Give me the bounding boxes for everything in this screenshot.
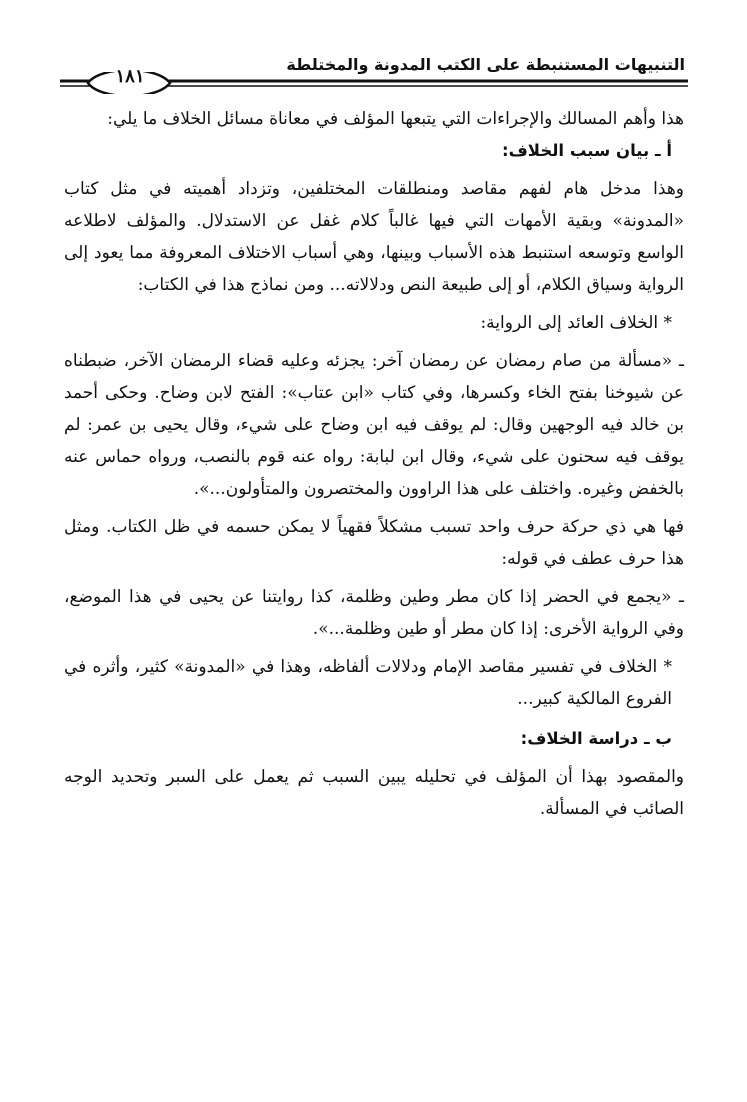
paragraph-study-of-dispute: والمقصود بهذا أن المؤلف في تحليله يبين السبب ثم يعمل على السبر وتحديد الوجه الصائب في المسألة. [64,767,684,819]
paragraph-cause-of-dispute: وهذا مدخل هام لفهم مقاصد ومنطلقات المختلفين، وتزداد أهميته في مثل كتاب «المدونة» وبقية الأمهات التي فيها غالباً كلام غفل عن الاستدلال. والمؤلف لاطلاعه الواسع وتوسعه استنبط هذه الأسباب وبينها، وهي أسباب الاختلاف المعروفة مما يعود إلى الرواية وسياق الكلام، أو إلى طبيعة النص ودلالاته... ومن نماذج هذا في الكتاب: [64,179,684,295]
body-text [64,103,684,825]
section-heading-a: أ ـ بيان سبب الخلاف: [502,141,672,160]
page-number: ١٨١ [115,66,145,87]
paragraph-single-letter: فها هي ذي حركة حرف واحد تسبب مشكلاً فقهياً لا يمكن حسمه في ظل الكتاب. ومثل هذا حرف عطف في قوله: [64,517,684,569]
section-heading-b: ب ـ دراسة الخلاف: [520,729,672,748]
intro-paragraph: هذا وأهم المسالك والإجراءات التي يتبعها المؤلف في معاناة مسائل الخلاف ما يلي: [107,109,684,129]
bullet-narration-dispute: * الخلاف العائد إلى الرواية: [480,313,672,333]
quote-combining-prayers: ـ «يجمع في الحضر إذا كان مطر وطين وظلمة، كذا روايتنا عن يحيى في هذا الموضع، وفي الرواية الأخرى: إذا كان مطر أو طين وظلمة...». [64,587,684,639]
quote-ramadan-issue: ـ «مسألة من صام رمضان عن رمضان آخر: يجزئه وعليه قضاء الرمضان الآخر، ضبطناه عن شيوخنا بفتح الخاء وكسرها، وفي كتاب «ابن عتاب»: الفتح لابن وضاح. وحكى أحمد بن خالد فيه الوجهين وقال: لم يوقف فيه ابن وضاح على شيء، وقال يحيى بن عمر: لم يوقف فيه سحنون على شيء، وقال ابن لبابة: رواه عنه قوم بالنصب، ورواه حماس عنه بالخفض وغيره. واختلف على هذا الراوون والمختصرون والمتأولون...». [64,351,684,499]
bullet-interpretation-dispute: * الخلاف في تفسير مقاصد الإمام ودلالات ألفاظه، وهذا في «المدونة» كثير، وأثره في الفروع المالكية كبير... [64,657,672,709]
running-title: التنبيهات المستنبطة على الكتب المدونة والمختلطة [286,55,685,74]
